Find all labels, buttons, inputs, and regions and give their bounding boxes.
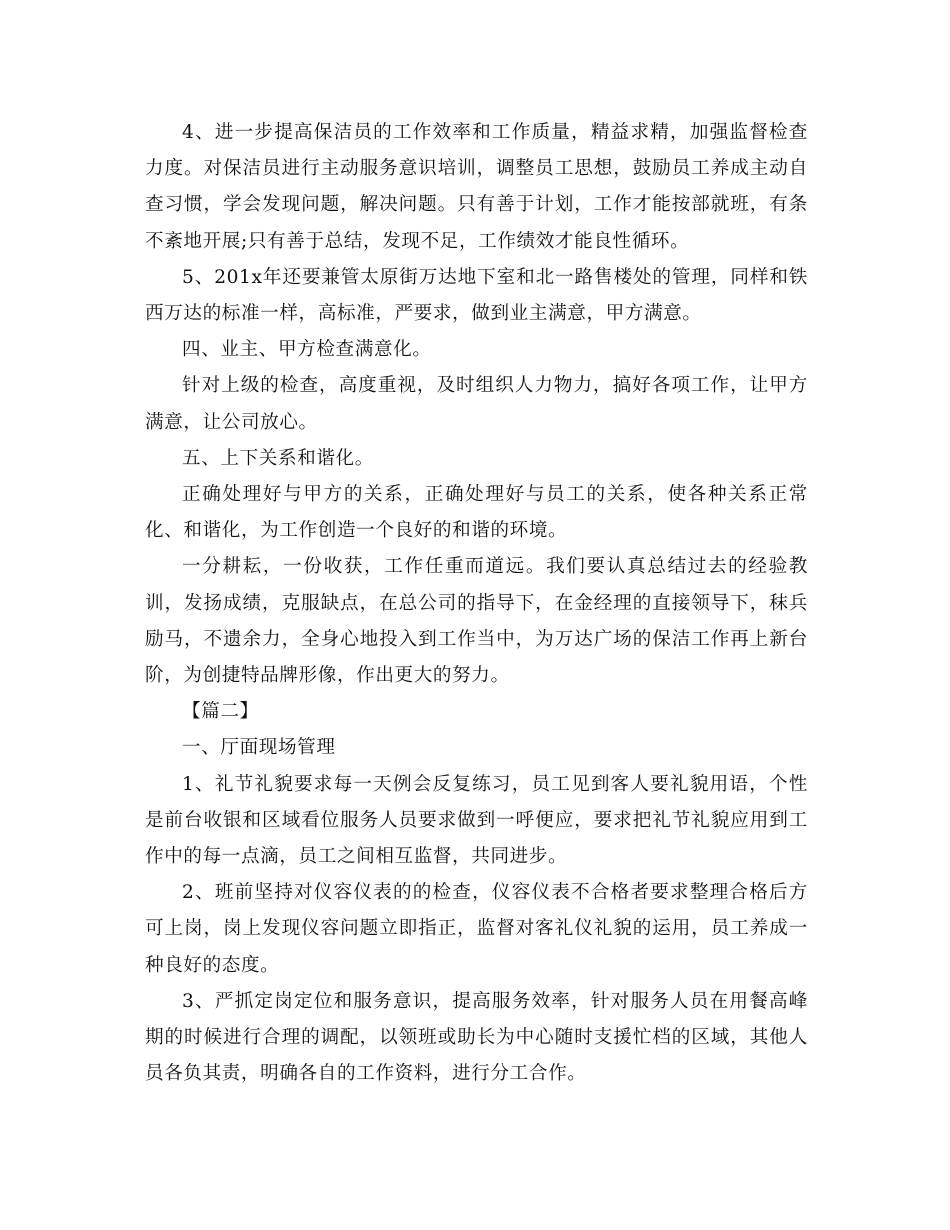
section-heading-4: 四、业主、甲方检查满意化。 [182,339,432,361]
document-body [145,115,808,1092]
paragraph-service: 3、严抓定岗定位和服务意识，提高服务效率，针对服务人员在用餐高峰期的时候进行合理的调配，以领班或助长为中心随时支援忙档的区域，其他人员各负其责，明确各自的工作资料，进行分工合作。 [145,990,808,1085]
section-heading-1: 一、厅面现场管理 [182,737,336,759]
paragraph-etiquette: 1、礼节礼貌要求每一天例会反复练习，员工见到客人要礼貌用语，个性是前台收银和区域看位服务人员要求做到一呼便应，要求把礼节礼貌应用到工作中的每一点滴，员工之间相互监督，共同进步。 [145,773,808,868]
paragraph-appearance: 2、班前坚持对仪容仪表的的检查，仪容仪表不合格者要求整理合格后方可上岗，岗上发现仪容问题立即指正，监督对客礼仪礼貌的运用，员工养成一种良好的态度。 [145,882,808,976]
paragraph-relations: 正确处理好与甲方的关系，正确处理好与员工的关系，使各种关系正常化、和谐化，为工作创造一个良好的和谐的环境。 [145,484,808,542]
paragraph-item-5: 5、201x年还要兼管太原街万达地下室和北一路售楼处的管理，同样和铁西万达的标准一样，高标准，严要求，做到业主满意，甲方满意。 [145,266,808,325]
paragraph-inspection: 针对上级的检查，高度重视，及时组织人力物力，搞好各项工作，让甲方满意，让公司放心。 [145,375,808,433]
section-heading-5: 五、上下关系和谐化。 [182,447,374,469]
chapter-heading: 【篇二】 [182,701,259,723]
paragraph-item-4: 4、进一步提高保洁员的工作效率和工作质量，精益求精，加强监督检查力度。对保洁员进行主动服务意识培训，调整员工思想，鼓励员工养成主动自查习惯，学会发现问题，解决问题。只有善于计划，工作才能按部就班，有条不紊地开展;只有善于总结，发现不足，工作绩效才能良性循环。 [145,122,808,252]
paragraph-conclusion: 一分耕耘，一份收获，工作任重而道远。我们要认真总结过去的经验教训，发扬成绩，克服缺点，在总公司的指导下，在金经理的直接领导下，秣兵励马，不遗余力，全身心地投入到工作当中，为万达广场的保洁工作再上新台阶，为创捷特品牌形像，作出更大的努力。 [145,556,808,687]
